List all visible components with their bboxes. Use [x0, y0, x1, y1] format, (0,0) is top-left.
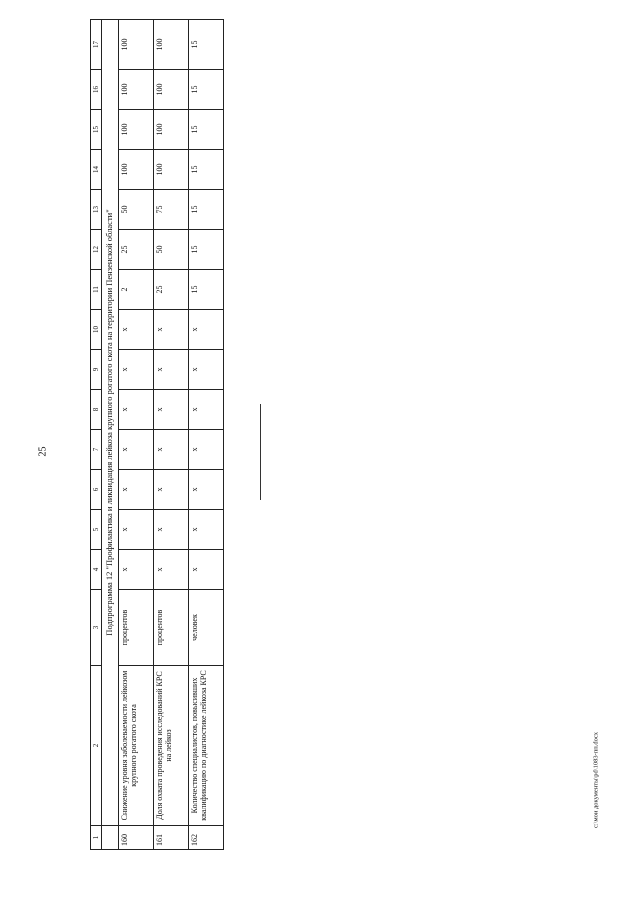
column-number: 12 — [91, 230, 102, 270]
value-cell: x — [154, 390, 189, 430]
value-cell: x — [189, 310, 224, 350]
value-cell: x — [119, 430, 154, 470]
value-cell: 75 — [154, 190, 189, 230]
value-cell: x — [154, 310, 189, 350]
subprogram-title: Подпрограмма 12 "Профилактика и ликвидация лейкоза крупного рогатого скота на территории Пензенской области" — [102, 20, 119, 826]
value-cell: 15 — [189, 190, 224, 230]
value-cell: x — [189, 350, 224, 390]
value-cell: x — [119, 470, 154, 510]
value-cell: 25 — [119, 230, 154, 270]
value-cell: 100 — [119, 150, 154, 190]
unit-cell: процентов — [154, 590, 189, 666]
column-number: 7 — [91, 430, 102, 470]
column-number: 16 — [91, 70, 102, 110]
value-cell: x — [119, 390, 154, 430]
value-cell: x — [154, 430, 189, 470]
value-cell: x — [189, 470, 224, 510]
value-cell: 15 — [189, 230, 224, 270]
value-cell: 50 — [119, 190, 154, 230]
column-number: 14 — [91, 150, 102, 190]
value-cell: x — [154, 510, 189, 550]
value-cell: 2 — [119, 270, 154, 310]
row-number: 162 — [189, 826, 224, 850]
table-row — [189, 20, 224, 850]
column-number: 8 — [91, 390, 102, 430]
value-cell: 100 — [119, 20, 154, 70]
value-cell: 100 — [154, 20, 189, 70]
value-cell: x — [154, 550, 189, 590]
page-number: 25 — [37, 446, 49, 457]
value-cell: 15 — [189, 70, 224, 110]
indicator-name: Доля охвата проведения исследований КРС на лейкоз — [154, 666, 189, 826]
indicator-name: Количество специалистов, повысивших квалификацию по диагностике лейкоза КРС — [189, 666, 224, 826]
value-cell: x — [189, 550, 224, 590]
value-cell: 100 — [154, 150, 189, 190]
column-number: 13 — [91, 190, 102, 230]
value-cell: 15 — [189, 150, 224, 190]
table-row — [119, 20, 154, 850]
footer-path: c:\мои документы\pd\1083-пп.docx — [592, 732, 600, 828]
value-cell: x — [119, 510, 154, 550]
column-number: 15 — [91, 110, 102, 150]
value-cell: x — [119, 550, 154, 590]
column-number: 10 — [91, 310, 102, 350]
column-numbers-row — [91, 20, 102, 850]
column-number: 1 — [91, 826, 102, 850]
value-cell: x — [119, 350, 154, 390]
column-number: 5 — [91, 510, 102, 550]
row-number: 160 — [119, 826, 154, 850]
value-cell: 100 — [154, 70, 189, 110]
unit-cell: человек — [189, 590, 224, 666]
value-cell: 50 — [154, 230, 189, 270]
value-cell: x — [154, 350, 189, 390]
column-number: 9 — [91, 350, 102, 390]
row-number: 161 — [154, 826, 189, 850]
column-number: 6 — [91, 470, 102, 510]
value-cell: 15 — [189, 110, 224, 150]
indicator-name: Снижение уровня заболеваемости лейкозом крупного рогатого скота — [119, 666, 154, 826]
value-cell: x — [189, 390, 224, 430]
value-cell: 15 — [189, 20, 224, 70]
column-number: 17 — [91, 20, 102, 70]
column-number: 2 — [91, 666, 102, 826]
value-cell: x — [189, 430, 224, 470]
blank-cell — [102, 826, 119, 850]
value-cell: 100 — [154, 110, 189, 150]
value-cell: x — [154, 470, 189, 510]
value-cell: 25 — [154, 270, 189, 310]
value-cell: x — [189, 510, 224, 550]
value-cell: 15 — [189, 270, 224, 310]
divider-line — [260, 404, 261, 500]
column-number: 11 — [91, 270, 102, 310]
value-cell: 100 — [119, 70, 154, 110]
column-number: 4 — [91, 550, 102, 590]
unit-cell: процентов — [119, 590, 154, 666]
table-row — [154, 20, 189, 850]
rotated-table-container — [90, 20, 218, 850]
indicators-table — [90, 19, 224, 850]
column-number: 3 — [91, 590, 102, 666]
value-cell: 100 — [119, 110, 154, 150]
value-cell: x — [119, 310, 154, 350]
subprogram-title-row — [102, 20, 119, 850]
